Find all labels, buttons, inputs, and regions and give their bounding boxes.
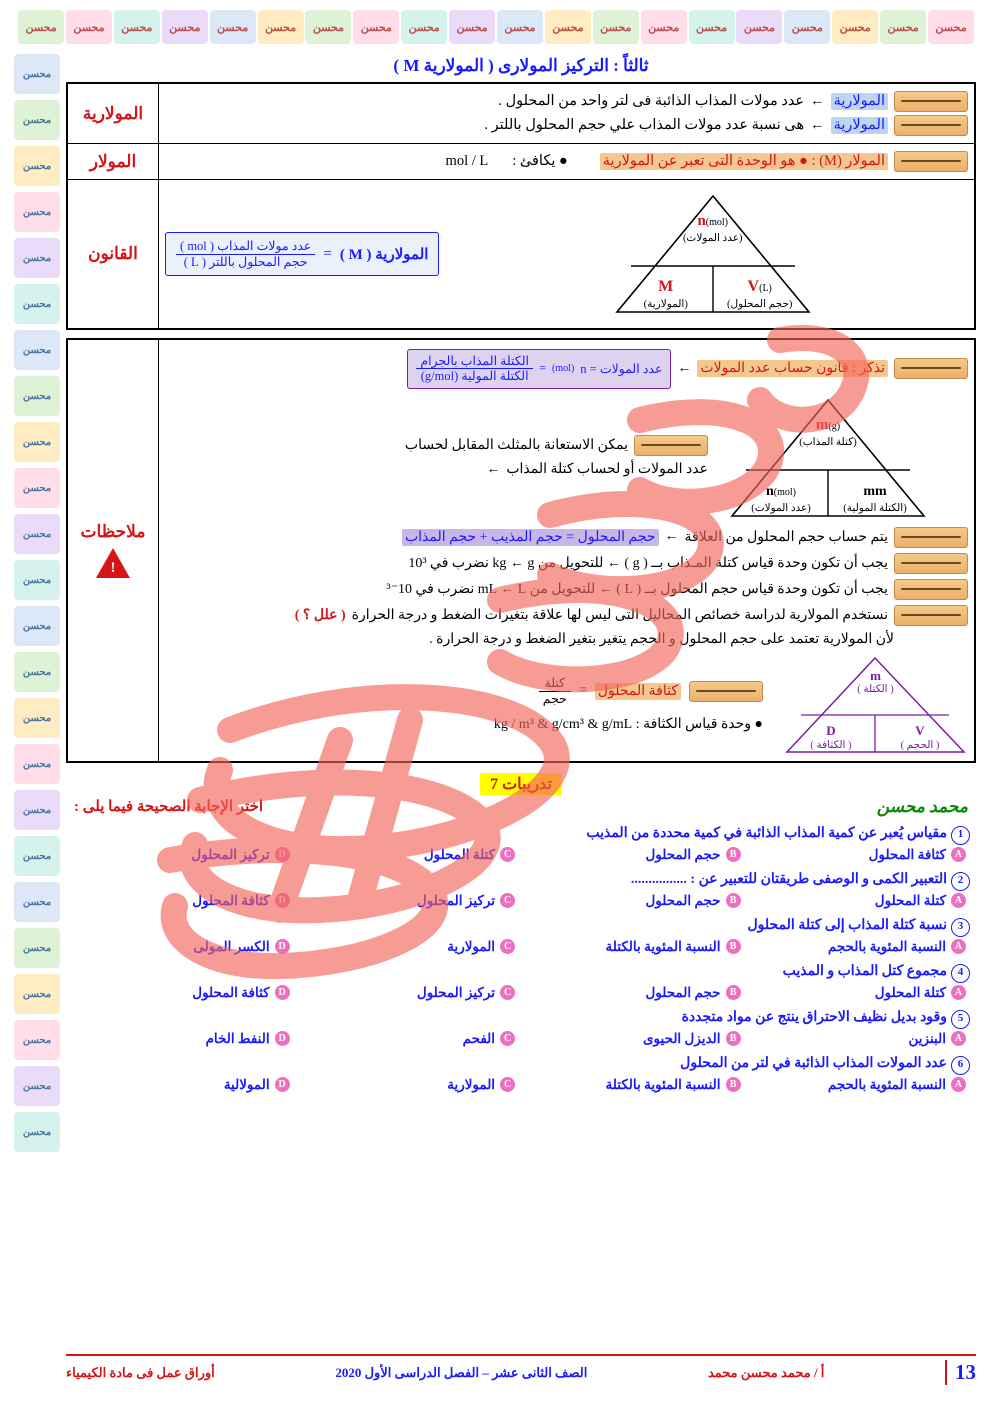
pen-bullet-icon	[894, 91, 968, 112]
watermark-chip: محسن	[545, 10, 591, 44]
options-row	[76, 1031, 966, 1047]
watermark-chip: محسن	[14, 146, 60, 186]
watermark-chip: محسن	[14, 100, 60, 140]
question-label: التعبير الكمى و الوصفى طريقتان للتعبير عن : ................	[630, 871, 947, 887]
notes-table	[66, 338, 976, 763]
note-mass-unit	[165, 553, 968, 574]
law-left-term: المولارية ( M )	[339, 246, 429, 263]
question-text	[72, 917, 970, 937]
options-row	[76, 847, 966, 863]
question-label: نسبة كتلة المذاب إلى كتلة المحلول	[747, 917, 947, 933]
moles-formula-box: عدد المولات = n (mol) = $\frac{\text{الكتلة المذاب بالجرام}}{\text{الكتلة المولية (g/mol)}}$	[407, 349, 671, 389]
watermark-chip: محسن	[641, 10, 687, 44]
question-number: 2	[951, 872, 970, 891]
note-volume-relation	[165, 527, 968, 548]
option-marker: D	[275, 985, 290, 1000]
option-marker: C	[500, 847, 515, 862]
option-label: كثافة المحلول	[868, 846, 946, 862]
top-watermark-strip	[18, 6, 974, 48]
option-marker: D	[275, 1077, 290, 1092]
option-marker: C	[500, 893, 515, 908]
option-marker: B	[726, 1077, 741, 1092]
question-label: وقود بديل نظيف الاحتراق ينتج عن مواد متجددة	[681, 1009, 947, 1025]
option-b[interactable]	[527, 893, 741, 909]
option-label: حجم المحلول	[645, 892, 721, 908]
density-triangle-figure	[783, 653, 968, 757]
exercises-instruction: اختر الإجابة الصحيحة فيما يلى :	[74, 799, 264, 816]
question-text	[72, 963, 970, 983]
triangle-top-cell: n(mol) (عدد المولات)	[682, 213, 743, 244]
mass-triangle-right-cell: mm (الكتلة المولية)	[843, 484, 907, 514]
watermark-chip: محسن	[14, 192, 60, 232]
arrow-icon: ←	[810, 117, 825, 133]
option-c[interactable]	[301, 893, 515, 909]
option-b[interactable]	[527, 847, 741, 863]
option-label: الكسر المولى	[193, 938, 270, 954]
watermark-chip: محسن	[14, 560, 60, 600]
pen-bullet-icon	[689, 681, 763, 702]
option-d[interactable]	[76, 939, 290, 955]
note-triangle-hint-2: عدد المولات أو لحساب كتلة المذاب	[506, 461, 708, 477]
watermark-chip: محسن	[14, 652, 60, 692]
options-row	[76, 893, 966, 909]
option-label: الديزل الحيوى	[642, 1030, 721, 1046]
molarity-content-cell	[159, 83, 976, 144]
mass-triangle-top-cell: m(g) (كتلة المذاب)	[799, 416, 857, 448]
option-a[interactable]	[752, 985, 966, 1001]
table-row-molarity	[67, 83, 975, 144]
option-marker: B	[726, 893, 741, 908]
options-row	[76, 1077, 966, 1093]
watermark-chip: محسن	[401, 10, 447, 44]
note-mass-unit-text: يجب أن تكون وحدة قياس كتلة المـذاب بــ ( g ) ← للتحويل من kg ← g نضرب في 10³	[408, 555, 888, 571]
pen-bullet-icon	[894, 605, 968, 626]
moles-formula-equals: =	[538, 361, 547, 376]
option-label: حجم المحلول	[645, 846, 721, 862]
arrow-icon: ←	[810, 93, 825, 109]
notes-content-cell	[159, 339, 976, 762]
question-label: مجموع كتل المذاب و المذيب	[782, 963, 947, 979]
watermark-chip: محسن	[114, 10, 160, 44]
note-volume-unit	[165, 579, 968, 600]
option-c[interactable]	[301, 985, 515, 1001]
watermark-chip: محسن	[14, 882, 60, 922]
notes-label-text: ملاحظات	[80, 522, 146, 542]
watermark-chip: محسن	[353, 10, 399, 44]
option-d[interactable]	[76, 985, 290, 1001]
watermark-chip: محسن	[14, 928, 60, 968]
option-label: كثافة المحلول	[192, 892, 270, 908]
density-units-line: ● وحدة قياس الكثافة : kg / m³ & g/cm³ & g/mL	[493, 717, 763, 733]
option-d[interactable]	[76, 893, 290, 909]
option-marker: C	[500, 1031, 515, 1046]
option-label: حجم المحلول	[645, 984, 721, 1000]
moles-formula-left: عدد المولات = n	[580, 361, 663, 376]
note-volume-unit-text: يجب أن تكون وحدة قياس حجم المحلول بــ ( L ) ← للتحويل من mL ← L نضرب في 10⁻³	[386, 581, 888, 597]
moles-fraction-numerator: الكتلة المذاب بالجرام	[416, 354, 533, 369]
option-marker: A	[951, 939, 966, 954]
molar-row-label: المولار	[67, 144, 159, 180]
option-marker: A	[951, 1031, 966, 1046]
density-triangle-top-cell: m ( الكتلة )	[857, 667, 894, 696]
option-marker: A	[951, 1077, 966, 1092]
watermark-chip: محسن	[449, 10, 495, 44]
question-number: 6	[951, 1056, 970, 1075]
option-label: النسبة المئوية بالكتلة	[605, 938, 721, 954]
option-label: النسبة المئوية بالكتلة	[605, 1076, 721, 1092]
watermark-chip: محسن	[14, 422, 60, 462]
option-label: الفحم	[462, 1030, 496, 1046]
watermark-chip: محسن	[14, 744, 60, 784]
table-row-molar	[67, 144, 975, 180]
watermark-chip: محسن	[14, 376, 60, 416]
option-marker: B	[726, 985, 741, 1000]
question-number: 3	[951, 918, 970, 937]
option-label: كتلة المحلول	[874, 984, 946, 1000]
arrow-icon: ←	[677, 360, 692, 376]
density-fraction-numerator: كتلة	[539, 676, 571, 691]
question-number: 5	[951, 1010, 970, 1029]
option-c[interactable]	[301, 1031, 515, 1047]
watermark-chip: محسن	[14, 606, 60, 646]
pen-bullet-icon	[634, 435, 708, 456]
left-watermark-column	[14, 54, 60, 1343]
author-signature: محمد محسن	[876, 796, 968, 816]
watermark-chip: محسن	[689, 10, 735, 44]
molarity-triangle-figure	[613, 190, 813, 318]
option-marker: C	[500, 1077, 515, 1092]
option-label: المولارية	[447, 1076, 496, 1092]
exercises-title-wrap	[66, 773, 976, 795]
option-c[interactable]	[301, 847, 515, 863]
option-c[interactable]	[301, 1077, 515, 1093]
option-marker: B	[726, 847, 741, 862]
law-content-cell	[159, 180, 976, 330]
watermark-chip: محسن	[14, 284, 60, 324]
watermark-chip: محسن	[210, 10, 256, 44]
option-a[interactable]	[752, 893, 966, 909]
option-marker: C	[500, 939, 515, 954]
note-volume-text: يتم حساب حجم المحلول من العلاقة	[684, 529, 888, 545]
option-label: النفط الخام	[205, 1030, 270, 1046]
footer-author: أ / محمد محسن محمد	[707, 1364, 825, 1380]
molarity-definition-1	[165, 91, 968, 112]
option-label: تركيز المحلول	[416, 892, 496, 908]
watermark-chip: محسن	[14, 238, 60, 278]
note-remember	[165, 349, 968, 389]
option-d[interactable]	[76, 1031, 290, 1047]
warning-triangle-icon	[96, 548, 130, 578]
note-usage-reason-text: لأن المولارية تعتمد على حجم المحلول و الحجم يتغير بتغير الضغط و درجة الحرارة .	[429, 631, 894, 647]
watermark-chip: محسن	[162, 10, 208, 44]
option-marker: D	[275, 939, 290, 954]
pen-bullet-icon	[894, 527, 968, 548]
option-b[interactable]	[527, 1077, 741, 1093]
watermark-chip: محسن	[14, 468, 60, 508]
watermark-chip: محسن	[14, 974, 60, 1014]
table-row-law	[67, 180, 975, 330]
note-usage-reason	[165, 631, 894, 648]
density-label: كثافة المحلول	[595, 683, 681, 700]
watermark-chip: محسن	[593, 10, 639, 44]
options-row	[76, 939, 966, 955]
page-content	[66, 56, 976, 1347]
watermark-chip: محسن	[880, 10, 926, 44]
density-equals: =	[578, 683, 587, 699]
option-a[interactable]	[752, 1077, 966, 1093]
molar-content-cell	[159, 144, 976, 180]
option-label: تركيز المحلول	[416, 984, 496, 1000]
option-marker: B	[726, 939, 741, 954]
question-text	[72, 871, 970, 891]
density-fraction	[539, 676, 571, 706]
pen-bullet-icon	[894, 553, 968, 574]
mass-moles-triangle-figure	[728, 394, 928, 522]
option-marker: C	[500, 985, 515, 1000]
option-b[interactable]	[527, 1031, 741, 1047]
density-triangle-right-cell: V ( الحجم )	[900, 723, 940, 751]
note-usage-why: ( علل ؟ )	[294, 607, 346, 623]
option-c[interactable]	[301, 939, 515, 955]
option-marker: A	[951, 847, 966, 862]
molar-definition	[165, 151, 968, 172]
option-label: تركيز المحلول	[191, 846, 270, 862]
option-b[interactable]	[527, 939, 741, 955]
notes-row-label	[67, 339, 159, 762]
option-label: كتلة المحلول	[423, 846, 496, 862]
question-text	[72, 1009, 970, 1029]
moles-fraction-denominator: الكتلة المولية (g/mol)	[420, 369, 529, 384]
option-label: النسبة المئوية بالحجم	[827, 1076, 946, 1092]
option-b[interactable]	[527, 985, 741, 1001]
option-marker: D	[275, 893, 290, 908]
option-marker: A	[951, 893, 966, 908]
question-label: عدد المولات المذاب الذائبة في لتر من المحلول	[680, 1055, 947, 1071]
watermark-chip: محسن	[14, 1066, 60, 1106]
footer-right-text: أوراق عمل فى مادة الكيمياء	[66, 1364, 215, 1380]
molarity-text-2: هى نسبة عدد مولات المذاب علي حجم المحلول باللتر .	[484, 117, 805, 133]
watermark-chip: محسن	[14, 514, 60, 554]
watermark-chip: محسن	[66, 10, 112, 44]
footer-center-text: الصف الثانى عشر – الفصل الدراسى الأول 2020	[335, 1364, 588, 1380]
option-a[interactable]	[752, 1031, 966, 1047]
law-fraction-denominator: حجم المحلول باللتر ( L )	[183, 254, 308, 269]
watermark-chip: محسن	[14, 1112, 60, 1152]
watermark-chip: محسن	[832, 10, 878, 44]
molarity-term-2: المولارية	[831, 117, 888, 134]
definitions-table	[66, 82, 976, 330]
option-a[interactable]	[752, 847, 966, 863]
note-triangle-hint-1: يمكن الاستعانة بالمثلث المقابل لحساب	[404, 437, 628, 453]
law-equals: =	[323, 245, 332, 262]
watermark-chip: محسن	[14, 330, 60, 370]
option-d[interactable]	[76, 1077, 290, 1093]
pen-bullet-icon	[894, 151, 968, 172]
pen-bullet-icon	[894, 115, 968, 136]
option-label: المولارية	[447, 938, 496, 954]
molarity-definition-2	[165, 115, 968, 136]
watermark-chip: محسن	[14, 790, 60, 830]
option-label: البنزين	[908, 1030, 946, 1046]
density-fraction-denominator: حجم	[542, 691, 567, 706]
molarity-term-1: المولارية	[831, 93, 888, 110]
watermark-chip: محسن	[14, 836, 60, 876]
watermark-chip: محسن	[14, 698, 60, 738]
question-text	[72, 825, 970, 845]
table-row-notes	[67, 339, 975, 762]
watermark-chip: محسن	[14, 1020, 60, 1060]
option-label: كتلة المحلول	[874, 892, 946, 908]
option-label: النسبة المئوية بالحجم	[827, 938, 946, 954]
arrow-icon: ←	[664, 529, 679, 545]
triangle-right-cell: V(L) (حجم المحلول)	[727, 278, 793, 310]
option-d[interactable]	[76, 847, 290, 863]
question-number: 4	[951, 964, 970, 983]
page-title: ثالثاً : التركيز المولارى ( المولارية M )	[393, 56, 649, 75]
question-label: مقياس يُعبر عن كمية المذاب الذائبة في كمية محددة من المذيب	[586, 825, 947, 841]
option-label: كثافة المحلول	[192, 984, 270, 1000]
triangle-left-cell: M (المولارية)	[643, 278, 688, 310]
watermark-chip: محسن	[305, 10, 351, 44]
molarity-row-label: المولارية	[67, 83, 159, 144]
option-marker: B	[726, 1031, 741, 1046]
page-footer	[66, 1354, 976, 1385]
law-fraction	[176, 239, 315, 269]
question-number: 1	[951, 826, 970, 845]
watermark-chip: محسن	[14, 54, 60, 94]
molar-equiv-value: mol / L	[445, 153, 489, 169]
moles-fraction	[416, 354, 533, 384]
watermark-chip: محسن	[258, 10, 304, 44]
option-a[interactable]	[752, 939, 966, 955]
watermark-chip: محسن	[736, 10, 782, 44]
question-text	[72, 1055, 970, 1075]
note-usage-text: نستخدم المولارية لدراسة خصائص المحاليل التى ليس لها علاقة بتغيرات الضغط و درجة الحرارة	[351, 607, 888, 623]
mass-triangle-left-cell: n(mol) (عدد المولات)	[751, 484, 811, 514]
watermark-chip: محسن	[928, 10, 974, 44]
law-row-label: القانون	[67, 180, 159, 330]
option-label: المولالية	[223, 1076, 270, 1092]
option-marker: A	[951, 985, 966, 1000]
note-volume-highlight: حجم المحلول = حجم المذيب + حجم المذاب	[402, 529, 659, 546]
watermark-chip: محسن	[784, 10, 830, 44]
option-marker: D	[275, 847, 290, 862]
molar-equiv-label: ● يكافئ :	[512, 153, 568, 169]
molarity-law-box	[165, 232, 439, 276]
options-row	[76, 985, 966, 1001]
watermark-chip: محسن	[497, 10, 543, 44]
exercises-title: تدريبات 7	[480, 773, 562, 795]
note-usage	[165, 605, 968, 626]
pen-bullet-icon	[894, 358, 968, 379]
arrow-icon: ←	[486, 461, 501, 477]
molarity-text-1: عدد مولات المذاب الذائبة فى لتر واحد من المحلول .	[498, 93, 805, 109]
questions-list	[66, 825, 976, 1093]
density-triangle-left-cell: D ( الكثافة )	[810, 723, 852, 751]
page-number: 13	[945, 1360, 976, 1385]
watermark-chip: محسن	[18, 10, 64, 44]
note-remember-text: تذكر : قانون حساب عدد المولات	[697, 360, 888, 377]
molar-text: المولار (M) : ● هو الوحدة التى تعبر عن المولارية	[600, 153, 888, 170]
pen-bullet-icon	[894, 579, 968, 600]
option-marker: D	[275, 1031, 290, 1046]
law-fraction-numerator: عدد مولات المذاب ( mol )	[176, 239, 315, 254]
